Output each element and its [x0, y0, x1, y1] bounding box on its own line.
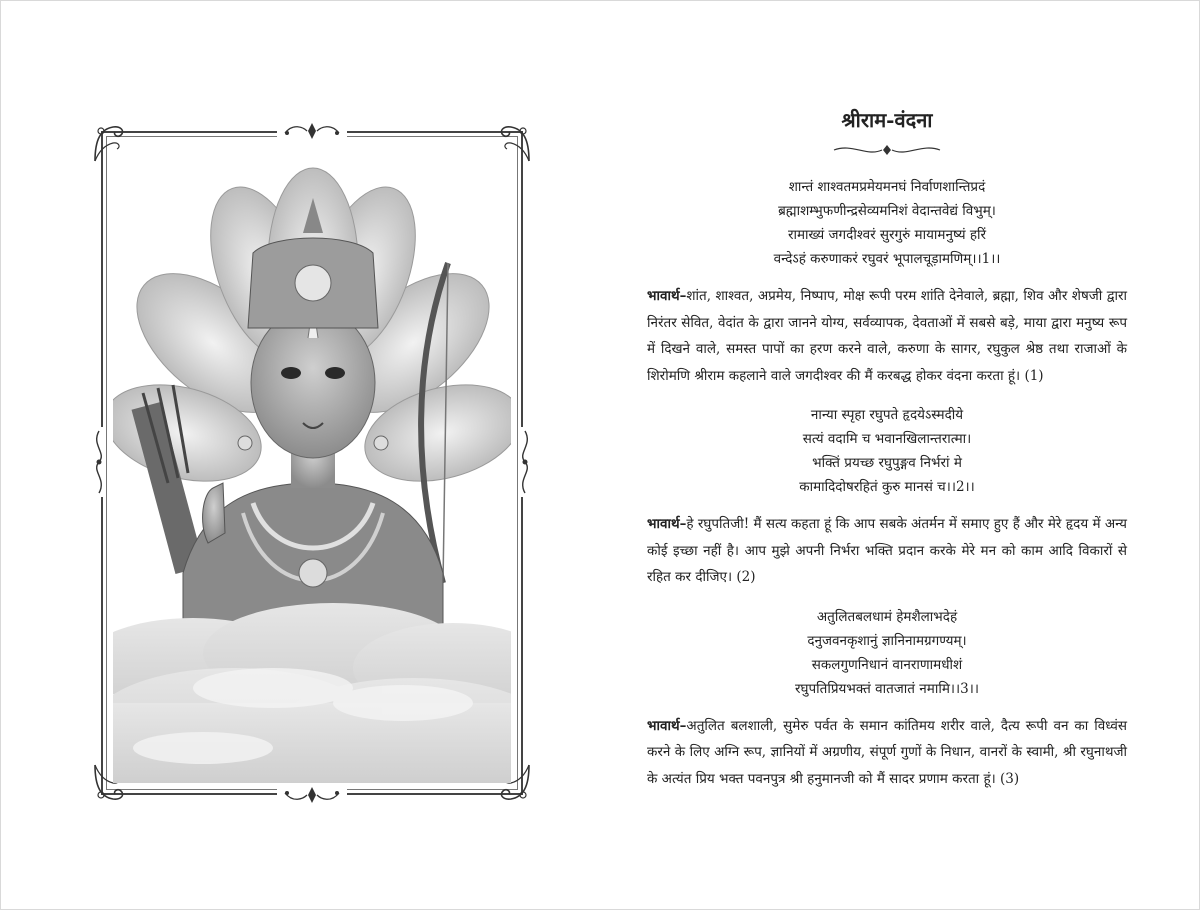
shloka-2 [647, 403, 1127, 499]
shloka-line: ब्रह्माशम्भुफणीन्द्रसेव्यमनिशं वेदान्तवेद्यं विभुम्। [778, 203, 996, 219]
shloka-line: रामाख्यं जगदीश्वरं सुरगुरुं मायामनुष्यं हरिं [787, 227, 987, 243]
shloka-line: दनुजवनकृशानुं ज्ञानिनामग्रगण्यम्। [807, 632, 967, 649]
shri-ram-illustration [113, 143, 511, 783]
verse-section-2 [647, 403, 1127, 591]
title-divider-ornament-icon [832, 143, 942, 157]
meaning-label: भावार्थ– [647, 516, 687, 532]
meaning-label: भावार्थ– [647, 288, 687, 304]
page-title: श्रीराम-वंदना [841, 108, 933, 132]
text-page [647, 101, 1127, 806]
shloka-line: सत्यं वदामि च भवानखिलान्तरात्मा। [802, 431, 972, 447]
shloka-line: भक्तिं प्रयच्छ रघुपुङ्गव निर्भरां मे [812, 455, 962, 471]
shloka-line: कामादिदोषरहितं कुरु मानसं च।।2।। [799, 479, 975, 495]
frame-side-ornament-icon [515, 427, 535, 497]
shloka-1 [647, 175, 1127, 271]
meaning-label: भावार्थ– [647, 717, 687, 734]
shloka-line: रघुपतिप्रियभक्तं वातजातं नमामि।।3।। [795, 680, 979, 697]
shloka-3 [647, 605, 1127, 701]
meaning-paragraph-1 [647, 283, 1127, 389]
meaning-paragraph-3 [647, 713, 1127, 793]
meaning-paragraph-2 [647, 511, 1127, 591]
shloka-line: अतुलितबलधामं हेमशैलाभदेहं [816, 608, 958, 625]
verse-section-1 [647, 175, 1127, 389]
illustration-frame [97, 127, 527, 799]
verse-section-3 [647, 605, 1127, 793]
shloka-line: शान्तं शाश्वतमप्रमेयमनघं निर्वाणशान्तिप्रदं [788, 179, 986, 195]
shloka-line: सकलगुणनिधानं वानराणामधीशं [811, 656, 963, 673]
frame-bottom-ornament-icon [277, 783, 347, 807]
frame-side-ornament-icon [89, 427, 109, 497]
shloka-line: वन्देऽहं करुणाकरं रघुवरं भूपालचूड़ामणिम्।।1।। [773, 251, 1001, 267]
frame-top-ornament-icon [277, 119, 347, 143]
meaning-text: अतुलित बलशाली, सुमेरु पर्वत के समान कांतिमय शरीर वाले, दैत्य रूपी वन का विध्वंस करने के लिए अग्नि रूप, ज्ञानियों में अग्रणीय, संपूर्ण गुणों के निधान, वानरों के स्वामी, श्री रघुनाथजी के अत्यंत प्रिय भक्त पवनपुत्र श्री हनुमानजी को मैं सादर प्रणाम करता हूं। (3) [647, 717, 1127, 787]
meaning-text: हे रघुपतिजी! मैं सत्य कहता हूं कि आप सबके अंतर्मन में समाए हुए हैं और मेरे हृदय में अन्य कोई इच्छा नहीं है। आप मुझे अपनी निर्भरा भक्ति प्रदान करके मेरे मन को काम आदि विकारों से रहित कर दीजिए। (2) [647, 516, 1127, 585]
shloka-line: नान्या स्पृहा रघुपते हृदयेऽस्मदीये [810, 407, 964, 423]
meaning-text: शांत, शाश्वत, अप्रमेय, निष्पाप, मोक्ष रूपी परम शांति देनेवाले, ब्रह्मा, शिव और शेषजी द्वारा निरंतर सेवित, वेदांत के द्वारा जानने योग्य, सर्वव्यापक, देवताओं में सबसे बड़े, माया द्वारा मनुष्य रूप में दिखने वाले, समस्त पापों का हरण करने वाले, करुणा के सागर, रघुकुल श्रेष्ठ तथा राजाओं के शिरोमणि श्रीराम कहलाने वाले जगदीश्वर की मैं करबद्ध होकर वंदना करता हूं। (1) [647, 288, 1127, 384]
